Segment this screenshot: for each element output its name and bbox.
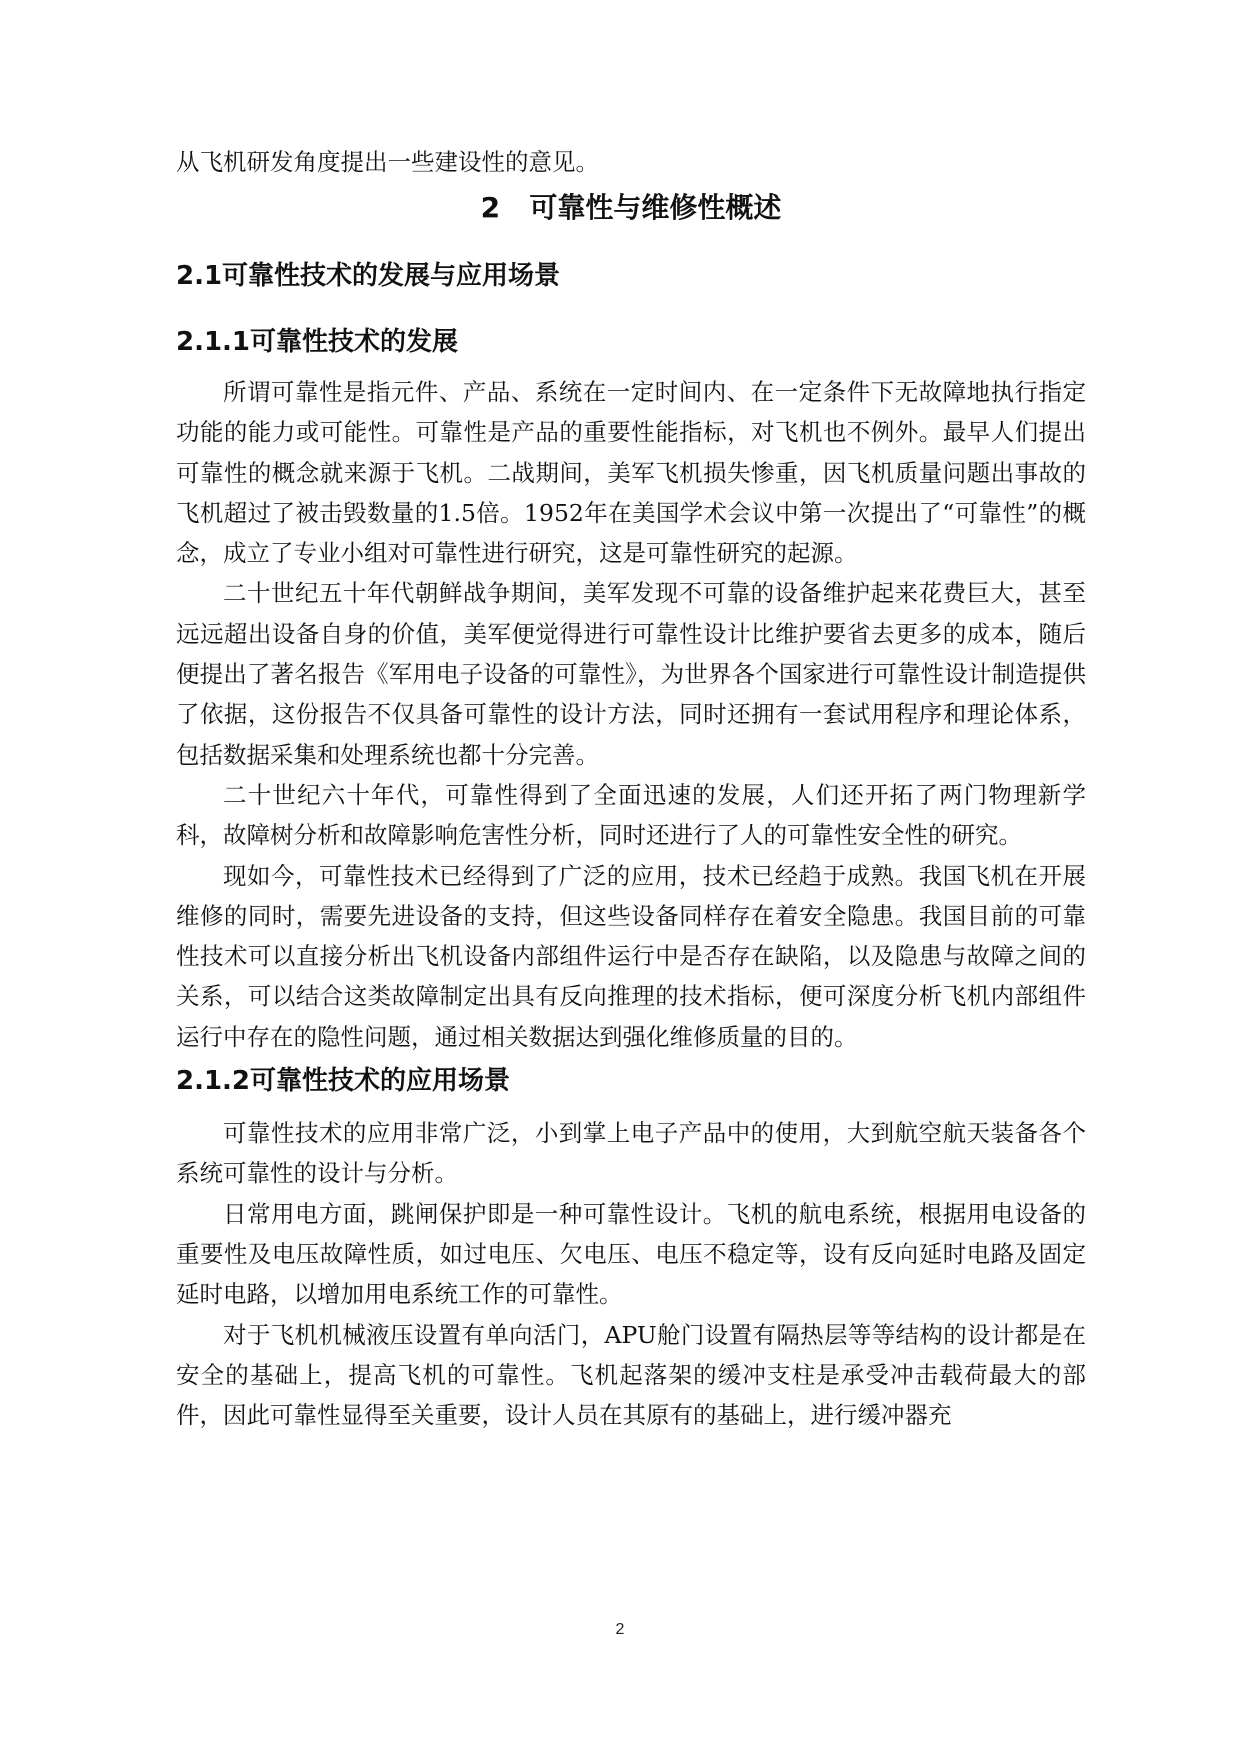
paragraph: 二十世纪六十年代，可靠性得到了全面迅速的发展，人们还开拓了两门物理新学科，故障树分析和故障影响危害性分析，同时还进行了人的可靠性安全性的研究。 [176,780,1086,850]
section-2-1-1-body [176,372,1086,1057]
section-2-1-2-body [176,1113,1086,1435]
paragraph: 所谓可靠性是指元件、产品、系统在一定时间内、在一定条件下无故障地执行指定功能的能力或可能性。可靠性是产品的重要性能指标，对飞机也不例外。最早人们提出可靠性的概念就来源于飞机。二战期间，美军飞机损失惨重，因飞机质量问题出事故的飞机超过了被击毁数量的1.5倍。1952年在美国学术会议中第一次提出了“可靠性”的概念，成立了专业小组对可靠性进行研究，这是可靠性研究的起源。 [176,378,1086,568]
page-content [176,142,1086,1435]
paragraph: 对于飞机机械液压设置有单向活门，APU舱门设置有隔热层等等结构的设计都是在安全的基础上，提高飞机的可靠性。飞机起落架的缓冲支柱是承受冲击载荷最大的部件，因此可靠性显得至关重要，设计人员在其原有的基础上，进行缓冲器充 [176,1320,1086,1430]
section-heading-2-1-2: 2.1.2可靠性技术的应用场景 [176,1066,511,1097]
paragraph: 可靠性技术的应用非常广泛，小到掌上电子产品中的使用，大到航空航天装备各个系统可靠性的设计与分析。 [176,1119,1086,1188]
paragraph: 日常用电方面，跳闸保护即是一种可靠性设计。飞机的航电系统，根据用电设备的重要性及电压故障性质，如过电压、欠电压、电压不稳定等，设有反向延时电路及固定延时电路，以增加用电系统工作的可靠性。 [176,1199,1086,1309]
section-heading-2-1: 2.1可靠性技术的发展与应用场景 [176,261,561,291]
page-number: 2 [615,1621,625,1638]
paragraph: 现如今，可靠性技术已经得到了广泛的应用，技术已经趋于成熟。我国飞机在开展维修的同时，需要先进设备的支持，但这些设备同样存在着安全隐患。我国目前的可靠性技术可以直接分析出飞机设备内部组件运行中是否存在缺陷，以及隐患与故障之间的关系，可以结合这类故障制定出具有反向推理的技术指标，便可深度分析飞机内部组件运行中存在的隐性问题，通过相关数据达到强化维修质量的目的。 [176,861,1086,1051]
section-heading-2-1-1: 2.1.1可靠性技术的发展 [176,327,459,357]
paragraph: 二十世纪五十年代朝鲜战争期间，美军发现不可靠的设备维护起来花费巨大，甚至远远超出设备自身的价值，美军便觉得进行可靠性设计比维护要省去更多的成本，随后便提出了著名报告《军用电子设备的可靠性》，为世界各个国家进行可靠性设计制造提供了依据，这份报告不仅具备可靠性的设计方法，同时还拥有一套试用程序和理论体系，包括数据采集和处理系统也都十分完善。 [176,579,1086,769]
chapter-number: 2 [480,191,501,224]
chapter-title: 可靠性与维修性概述 [529,191,782,224]
lead-line: 从飞机研发角度提出一些建设性的意见。 [176,148,599,176]
chapter-heading [176,188,1086,228]
